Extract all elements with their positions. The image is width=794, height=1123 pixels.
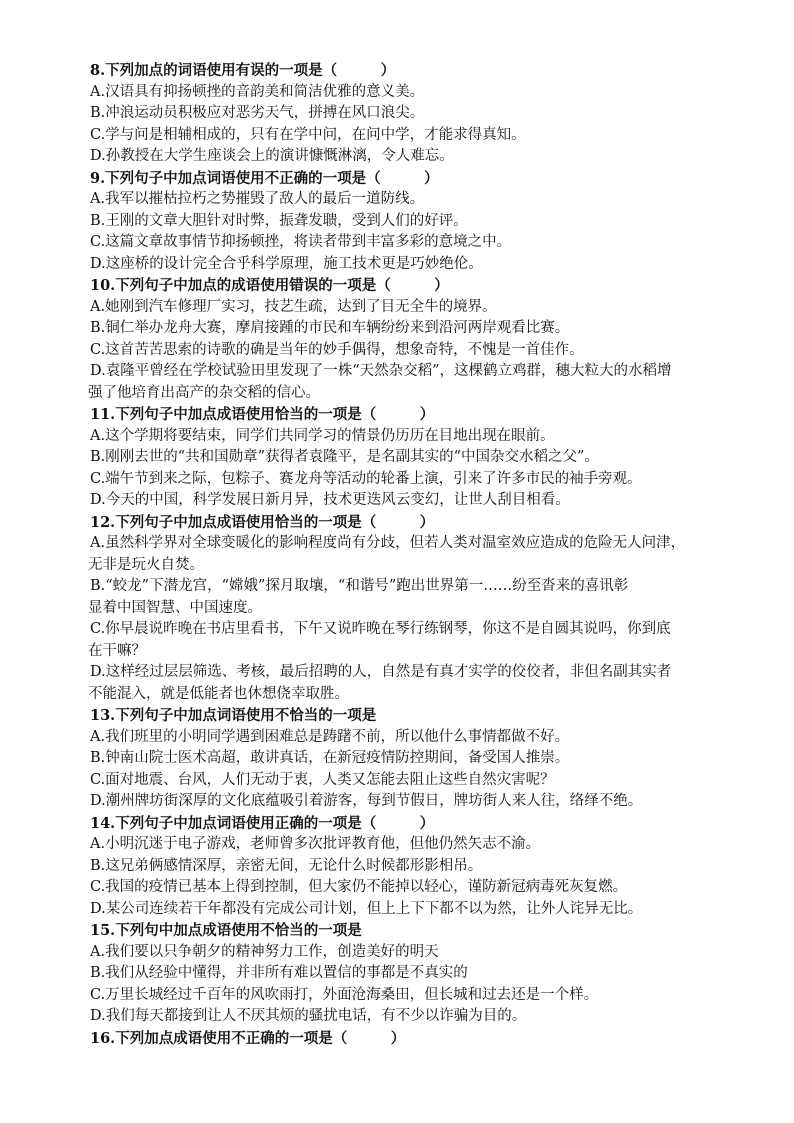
option-a: A.我们要以只争朝夕的精神努力工作，创造美好的明天 (90, 943, 439, 960)
question-title: 9.下列句子中加点词语使用不正确的一项是（ ） (90, 169, 439, 187)
option-a-continuation: 无非是玩火自焚。 (88, 556, 204, 573)
option-d: D.今天的中国，科学发展日新月异，技术更迭风云变幻，让世人刮目相看。 (90, 492, 570, 508)
question-title: 14.下列句子中加点词语使用正确的一项是（ ） (90, 814, 435, 832)
option-b: B.“蛟龙”下潜龙宫，“嫦娥”探月取壤，“和谐号”跑出世界第一……纷至沓来的喜讯彰 (90, 578, 629, 594)
question-16 (90, 1028, 730, 1050)
question-13 (90, 705, 730, 813)
option-b: B.铜仁举办龙舟大赛，摩肩接踵的市民和车辆纷纷来到沿河两岸观看比赛。 (90, 320, 570, 336)
option-a: A.小明沉迷于电子游戏，老师曾多次批评教育他，但他仍然矢志不渝。 (90, 836, 541, 852)
option-a: A.我们班里的小明同学遇到困难总是踌躇不前，所以他什么事情都做不好。 (90, 728, 570, 745)
question-9 (90, 168, 730, 276)
option-c: C.这首苦苦思索的诗歌的确是当年的妙手偶得，想象奇特，不愧是一首佳作。 (90, 341, 584, 358)
option-a: A.这个学期将要结束，同学们共同学习的情景仍历历在目地出现在眼前。 (90, 427, 555, 444)
option-d: D.这样经过层层筛选、考核，最后招聘的人，自然是有真才实学的佼佼者，非但名副其实者 (90, 664, 672, 680)
option-d: D.袁隆平曾经在学校试验田里发现了一株“天然杂交稻”，这棵鹤立鸡群，穗大粒大的水稻增 (90, 363, 672, 379)
question-title: 13.下列句子中加点词语使用不恰当的一项是 (90, 707, 377, 724)
option-c: C.万里长城经过千百年的风吹雨打，外面沧海桑田，但长城和过去还是一个样。 (90, 986, 599, 1003)
option-d: D.我们每天都接到让人不厌其烦的骚扰电话，有不少以诈骗为目的。 (90, 1008, 527, 1024)
option-c: C.我国的疫情已基本上得到控制，但大家仍不能掉以轻心，谨防新冠病毒死灰复燃。 (90, 879, 628, 895)
option-d: D.潮州牌坊街深厚的文化底蕴吸引着游客，每到节假日，牌坊街人来人往，络绎不绝。 (90, 793, 643, 809)
question-title: 16.下列加点成语使用不正确的一项是（ ） (90, 1029, 406, 1047)
question-12 (90, 512, 730, 706)
option-b: B.王刚的文章大胆针对时弊，振聋发聩，受到人们的好评。 (90, 212, 468, 229)
option-b-continuation: 显着中国智慧、中国速度。 (88, 599, 262, 616)
option-c: C.端午节到来之际，包粽子、赛龙舟等活动的轮番上演，引来了许多市民的袖手旁观。 (90, 470, 642, 487)
option-d: D.某公司连续若干年都没有完成公司计划，但上上下下都不以为然，让外人诧异无比。 (90, 900, 643, 917)
option-b: B.刚刚去世的“共和国勋章”获得者袁隆平，是名副其实的“中国杂交水稻之父”。 (90, 449, 599, 465)
option-b: B.这兄弟俩感情深厚，亲密无间，无论什么时候都形影相吊。 (90, 857, 483, 874)
option-a: A.虽然科学界对全球变暖化的影响程度尚有分歧，但若人类对温室效应造成的危险无人问津， (90, 535, 686, 551)
option-c: C.这篇文章故事情节抑扬顿挫，将读者带到丰富多彩的意境之中。 (90, 234, 512, 250)
option-a: A.我军以摧枯拉朽之势摧毁了敌人的最后一道防线。 (90, 191, 425, 207)
question-15 (90, 920, 730, 1028)
option-a: A.汉语具有抑扬顿挫的音韵美和简洁优雅的意义美。 (90, 83, 425, 100)
question-title: 10.下列句子中加点的成语使用错误的一项是（ ） (90, 277, 449, 294)
question-title: 15.下列句中加点成语使用不恰当的一项是 (90, 922, 362, 939)
option-b: B.钟南山院士医术高超，敢讲真话，在新冠疫情防控期间，备受国人推崇。 (90, 750, 570, 766)
question-title: 12.下列句子中加点成语使用恰当的一项是（ ） (90, 513, 435, 531)
question-title: 11.下列句子中加点成语使用恰当的一项是（ ） (90, 406, 435, 423)
question-list (90, 60, 730, 1049)
question-title: 8.下列加点的词语使用有误的一项是（ ） (90, 62, 396, 79)
option-a: A.她刚到汽车修理厂实习，技艺生疏，达到了目无全牛的境界。 (90, 298, 497, 315)
question-11 (90, 404, 730, 512)
question-10 (90, 275, 730, 404)
option-c: C.你早晨说昨晚在书店里看书，下午又说昨晚在琴行练钢琴，你这不是自圆其说吗，你到底 (90, 621, 671, 637)
option-c: C.学与问是相辅相成的，只有在学中问，在问中学，才能求得真知。 (90, 126, 526, 143)
option-b: B.冲浪运动员积极应对恶劣天气，拼搏在风口浪尖。 (90, 105, 425, 121)
option-c: C.面对地震、台风，人们无动于衷，人类又怎能去阻止这些自然灾害呢？ (90, 771, 555, 788)
option-c-continuation: 在干嘛？ (88, 642, 146, 659)
option-d-continuation: 不能混入，就是低能者也休想侥幸取胜。 (88, 685, 349, 702)
question-14 (90, 813, 730, 921)
option-d-continuation: 强了他培育出高产的杂交稻的信心。 (88, 384, 320, 401)
option-d: D.这座桥的设计完全合乎科学原理，施工技术更是巧妙绝伦。 (90, 255, 483, 272)
question-8 (90, 60, 730, 168)
option-b: B.我们从经验中懂得，并非所有难以置信的事都是不真实的 (90, 965, 468, 981)
option-d: D.孙教授在大学生座谈会上的演讲慷慨淋漓，令人难忘。 (90, 148, 454, 164)
